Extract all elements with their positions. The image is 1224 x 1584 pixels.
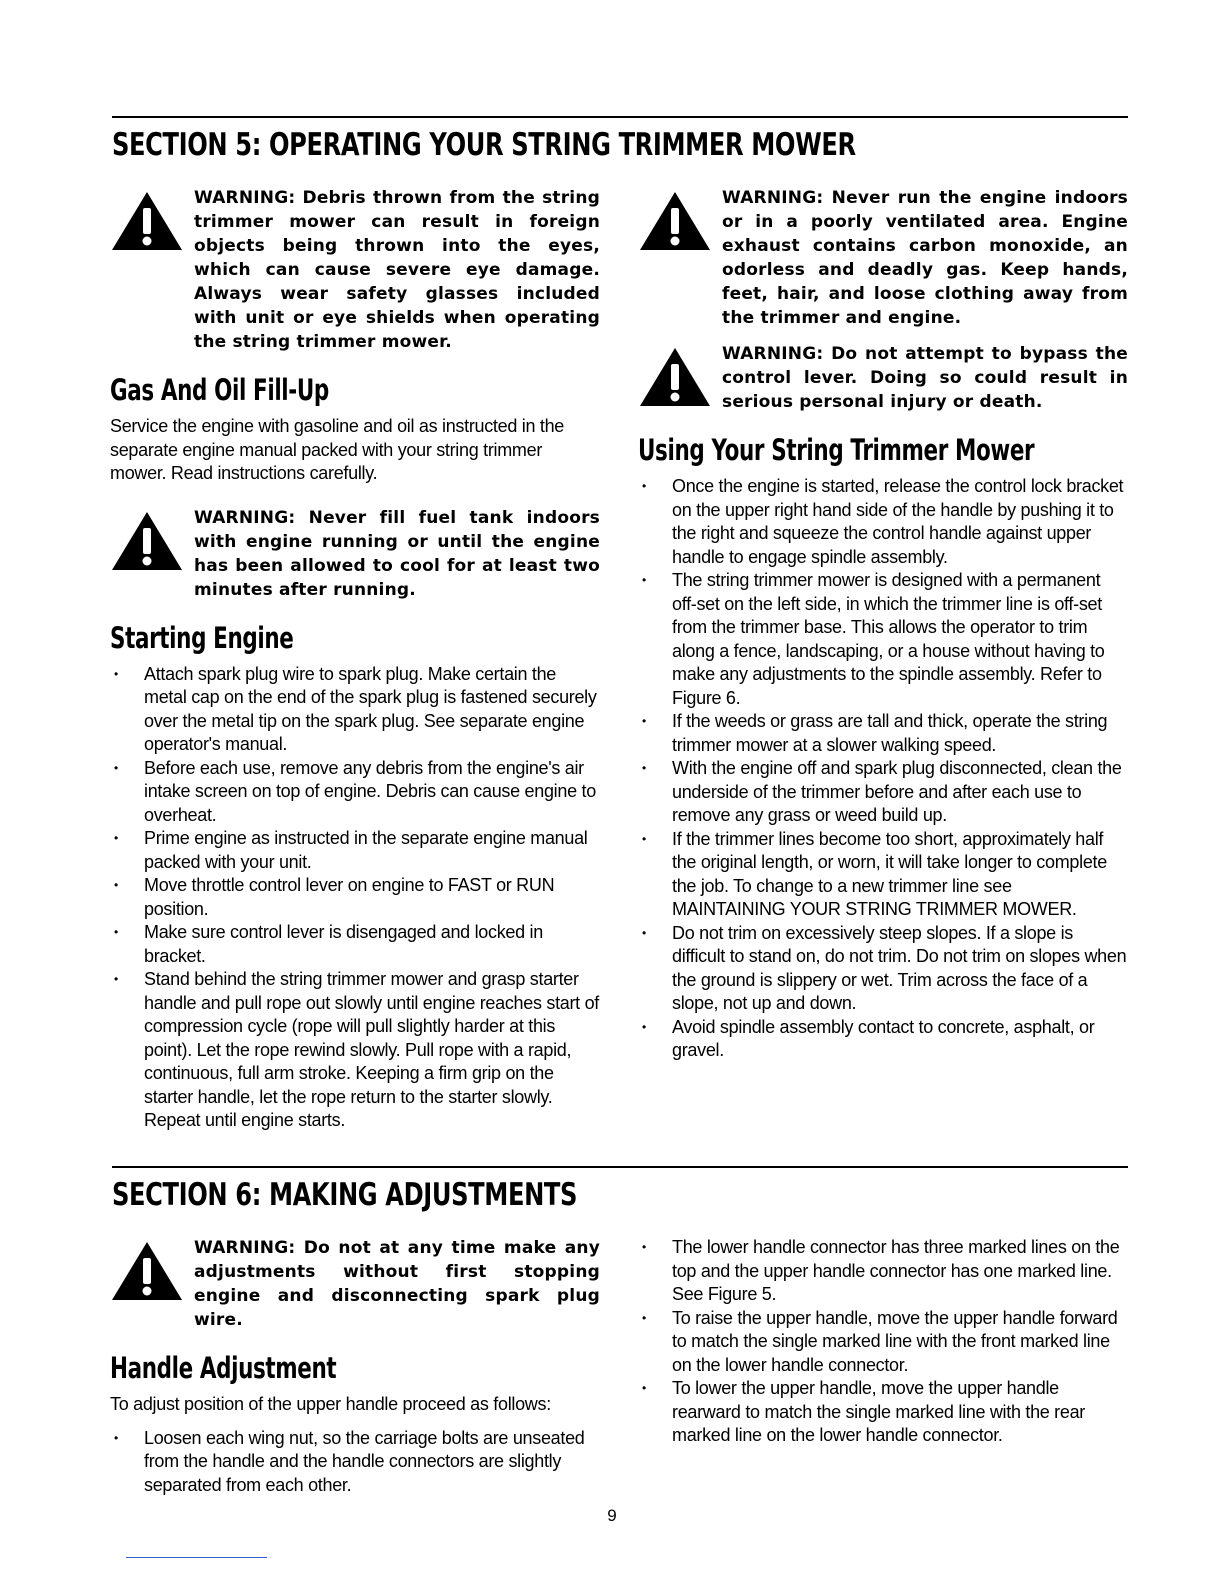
gas-oil-heading: Gas And Oil Fill-Up xyxy=(110,373,329,407)
warning-triangle-icon xyxy=(110,1240,184,1302)
list-item: • Once the engine is started, release the control lock bracket on the upper right hand side of the handle by pushing it to the right and squeeze the control handle against upper handle to engage spindle assembly. xyxy=(638,475,1128,569)
page-number: 9 xyxy=(607,1506,617,1525)
section5-title: SECTION 5: OPERATING YOUR STRING TRIMMER MOWER xyxy=(112,127,856,163)
list-item: • With the engine off and spark plug disconnected, clean the underside of the trimmer before and after each use to remove any grass or weed build up. xyxy=(638,757,1128,828)
list-item: • To raise the upper handle, move the upper handle forward to match the single marked line with the front marked line on the lower handle connector. xyxy=(638,1307,1128,1378)
list-item: • Loosen each wing nut, so the carriage bolts are unseated from the handle and the handle connectors are slightly separated from each other. xyxy=(110,1427,600,1498)
warning-adjust-text: WARNING: Do not at any time make any adjustments without first stopping engine and disconnecting spark plug wire. xyxy=(194,1238,600,1330)
list-item: • Do not trim on excessively steep slopes. If a slope is difficult to stand on, do not trim. Do not trim on slopes when the ground is slippery or wet. Trim across the face of a slope, not up and down. xyxy=(638,922,1128,1016)
footer-line xyxy=(126,1557,267,1558)
warning-triangle-icon xyxy=(110,510,184,572)
warning-triangle-icon xyxy=(638,346,712,408)
warning-bypass-text: WARNING: Do not attempt to bypass the control lever. Doing so could result in serious personal injury or death. xyxy=(722,344,1128,412)
warning-triangle-icon xyxy=(638,190,712,252)
warning-fuel-text: WARNING: Never fill fuel tank indoors with engine running or until the engine has been allowed to cool for at least two minutes after running. xyxy=(194,507,600,600)
section6-top-rule xyxy=(112,1166,1128,1168)
gas-oil-body: Service the engine with gasoline and oil as instructed in the separate engine manual packed with your string trimmer mower. Read instructions carefully. xyxy=(110,416,564,483)
section6-left-column xyxy=(110,1236,600,1497)
warning-adjust-block xyxy=(110,1236,600,1332)
section5-right-column xyxy=(638,186,1128,1063)
list-item: • The string trimmer mower is designed with a permanent off-set on the left side, in which the trimmer line is off-set from the trimmer base. This allows the operator to trim along a fence, landscaping, or a house without having to make any adjustments to the spindle assembly. Refer to Figure 6. xyxy=(638,569,1128,710)
warning-triangle-icon xyxy=(110,190,184,252)
warning-debris-text: WARNING: Debris thrown from the string trimmer mower can result in foreign objects being thrown into the eyes, which can cause severe eye damage. Always wear safety glasses included with unit or eye shields when operating the string trimmer mower. xyxy=(194,188,600,352)
list-item: • If the weeds or grass are tall and thick, operate the string trimmer mower at a slower walking speed. xyxy=(638,710,1128,757)
using-trimmer-heading: Using Your String Trimmer Mower xyxy=(638,433,1035,467)
list-item: • Stand behind the string trimmer mower and grasp starter handle and pull rope out slowly until engine reaches start of compression cycle (rope will pull slightly harder at this point). Let the rope rewind slowly. Pull rope with a rapid, continuous, full arm stroke. Keeping a firm grip on the starter handle, let the rope return to the starter slowly. Repeat until engine starts. xyxy=(110,968,600,1133)
warning-bypass-block xyxy=(638,342,1128,414)
handle-adjustment-heading: Handle Adjustment xyxy=(110,1351,337,1385)
list-item: • Prime engine as instructed in the separate engine manual packed with your unit. xyxy=(110,827,600,874)
list-item: • The lower handle connector has three marked lines on the top and the upper handle connector has one marked line. See Figure 5. xyxy=(638,1236,1128,1307)
section5-top-rule xyxy=(112,116,1128,118)
handle-adjustment-body: To adjust position of the upper handle proceed as follows: xyxy=(110,1394,551,1414)
warning-debris-block xyxy=(110,186,600,354)
list-item: • Move throttle control lever on engine to FAST or RUN position. xyxy=(110,874,600,921)
list-item: • Before each use, remove any debris from the engine's air intake screen on top of engine. Debris can cause engine to overheat. xyxy=(110,757,600,828)
warning-indoors-block xyxy=(638,186,1128,330)
handle-adjustment-list-right xyxy=(638,1236,1128,1448)
handle-adjustment-list-left xyxy=(110,1427,600,1498)
starting-engine-heading: Starting Engine xyxy=(110,620,294,655)
list-item: • To lower the upper handle, move the upper handle rearward to match the single marked line with the rear marked line on the lower handle connector. xyxy=(638,1377,1128,1448)
starting-engine-list xyxy=(110,663,600,1133)
warning-indoors-text: WARNING: Never run the engine indoors or in a poorly ventilated area. Engine exhaust contains carbon monoxide, an odorless and deadly gas. Keep hands, feet, hair, and loose clothing away from the trimmer and engine. xyxy=(722,188,1128,328)
section6-title: SECTION 6: MAKING ADJUSTMENTS xyxy=(112,1177,578,1213)
list-item: • Avoid spindle assembly contact to concrete, asphalt, or gravel. xyxy=(638,1016,1128,1063)
section6-right-column xyxy=(638,1236,1128,1448)
warning-fuel-block xyxy=(110,506,600,602)
using-trimmer-list xyxy=(638,475,1128,1063)
section5-left-column xyxy=(110,186,600,1133)
list-item: • If the trimmer lines become too short, approximately half the original length, or worn, it will take longer to complete the job. To change to a new trimmer line see MAINTAINING YOUR STRING TRIMMER MOWER. xyxy=(638,828,1128,922)
list-item: • Attach spark plug wire to spark plug. Make certain the metal cap on the end of the spark plug is fastened securely over the metal tip on the spark plug. See separate engine operator's manual. xyxy=(110,663,600,757)
list-item: • Make sure control lever is disengaged and locked in bracket. xyxy=(110,921,600,968)
